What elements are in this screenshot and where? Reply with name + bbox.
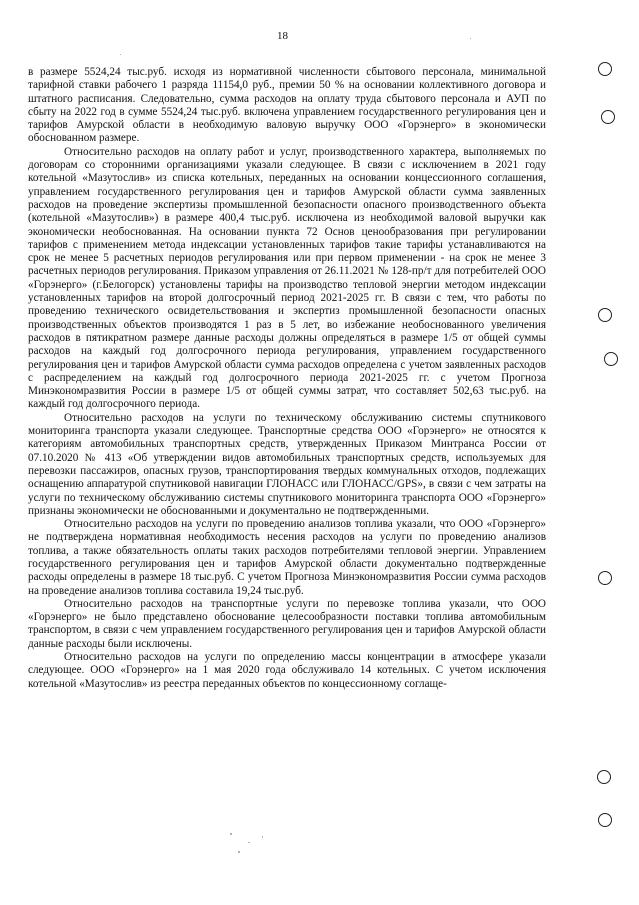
paragraph-satellite-monitoring: Относительно расходов на услуги по техническому обслуживанию системы спутникового мониторинга транспорта указали следующее. Транспортные средства ООО «Горэнерго» не относятся к категориям автомобильных транспортных средств, утвержденных Приказом Минтранса России от 07.10.2020 № 413 «Об утверждении видов автомобильных транспортных средств, используемых для перевозки пассажиров, опасных грузов, транспортирования твердых коммунальных отходов, подлежащих оснащению аппаратурой спутниковой навигации ГЛОНАСС или ГЛОНАСС/GPS», в связи с чем затраты на услуги по техническому обслуживанию системы спутникового мониторинга транспорта ООО «Горэнерго» признаны экономически не обоснованными и документально не подтвержденными. xyxy=(28,411,546,517)
paragraph-production-services: Относительно расходов на оплату работ и услуг, производственного характера, выполняемых по договорам со сторонними организациями указали следующее. В связи с исключением в 2021 году котельной «Мазутослив» из списка котельных, переданных на основании концессионного соглашения, управлением государственного регулирования цен и тарифов Амурской области сумма заявленных расходов на проведение экспертизы промышленной безопасности опасного производственного объекта (котельной «Мазутослив») в размере 400,4 тыс.руб. исключена из необходимой валовой выручки как экономически необоснованная. На основании пункта 72 Основ ценообразования при регулировании тарифов с применением метода индексации установленных тарифов такие тарифы устанавливаются на срок не менее 5 расчетных периодов регулирования или при первом применении - на срок не менее 3 расчетных периодов регулирования. Приказом управления от 26.11.2021 № 128-пр/т для потребителей ООО «Горэнерго» (г.Белогорск) установлены тарифы на производство тепловой энергии методом индексации установленных тарифов на второй долгосрочный период 2021-2025 гг. В связи с тем, что работы по проведению технического освидетельствования и экспертиз промышленной безопасности опасных производственных объектов производятся 1 раз в 5 лет, во избежание необоснованного увеличения расходов в пятикратном размере данные расходы должны определяться в размере 1/5 от общей суммы расходов на каждый год долгосрочного периода регулирования, управлением государственного регулирования цен и тарифов Амурской области сумма расходов определена с учетом заявленных расходов с распределением на каждый год долгосрочного периода 2021-2025 гг. с учетом Прогноза Минэкономразвития России в размере 1/5 от общей суммы затрат, что составляет 502,63 тыс.руб. на каждый год долгосрочного периода. xyxy=(28,145,546,411)
scan-speck xyxy=(262,836,263,838)
scan-speck xyxy=(230,833,232,835)
punch-hole-5 xyxy=(598,571,612,585)
punch-hole-4 xyxy=(604,352,618,366)
punch-hole-2 xyxy=(601,110,615,124)
scan-speck xyxy=(120,54,121,55)
scan-speck xyxy=(238,851,240,853)
page-number: 18 xyxy=(277,30,288,42)
punch-hole-7 xyxy=(598,813,612,827)
punch-hole-6 xyxy=(597,770,611,784)
paragraph-fuel-transport: Относительно расходов на транспортные услуги по перевозке топлива указали, что ООО «Горэнерго» не было представлено обоснование целесообразности поставки топлива автомобильным транспортом, в связи с чем управлением государственного регулирования цен и тарифов Амурской области данные расходы были исключены. xyxy=(28,597,546,650)
scan-speck xyxy=(470,38,471,39)
scan-speck xyxy=(248,842,250,843)
punch-hole-1 xyxy=(598,62,612,76)
punch-hole-3 xyxy=(598,308,612,322)
document-body xyxy=(28,66,546,691)
paragraph-atmosphere-concentration: Относительно расходов на услуги по определению массы концентрации в атмосфере указали следующее. ООО «Горэнерго» на 1 мая 2020 года обслуживало 14 котельных. С учетом исключения котельной «Мазутослив» из реестра переданных объектов по концессионному соглаще- xyxy=(28,651,546,690)
paragraph-continuation: в размере 5524,24 тыс.руб. исходя из нормативной численности сбытового персонала, минимальной тарифной ставки рабочего 1 разряда 11154,0 руб., премии 50 % на основании коллективного договора и штатного расписания. Следовательно, сумма расходов на оплату труда сбытового персонала и АУП по сбыту на 2022 год в сумме 5524,24 тыс.руб. включена управлением государственного регулирования цен и тарифов Амурской области в необходимую валовую выручку ООО «Горэнерго» в экономически обоснованном размере. xyxy=(28,66,546,145)
paragraph-fuel-analysis: Относительно расходов на услуги по проведению анализов топлива указали, что ООО «Горэнерго» не подтверждена нормативная необходимость несения расходов на услуги по проведению анализов топлива, а также обязательность оплаты таких расходов потребителями тепловой энергии. Управлением государственного регулирования цен и тарифов Амурской области документально подтвержденные расходы определены в размере 18 тыс.руб. С учетом Прогноза Минэкономразвития России сумма расходов на проведение анализов топлива составила 19,24 тыс.руб. xyxy=(28,518,546,597)
